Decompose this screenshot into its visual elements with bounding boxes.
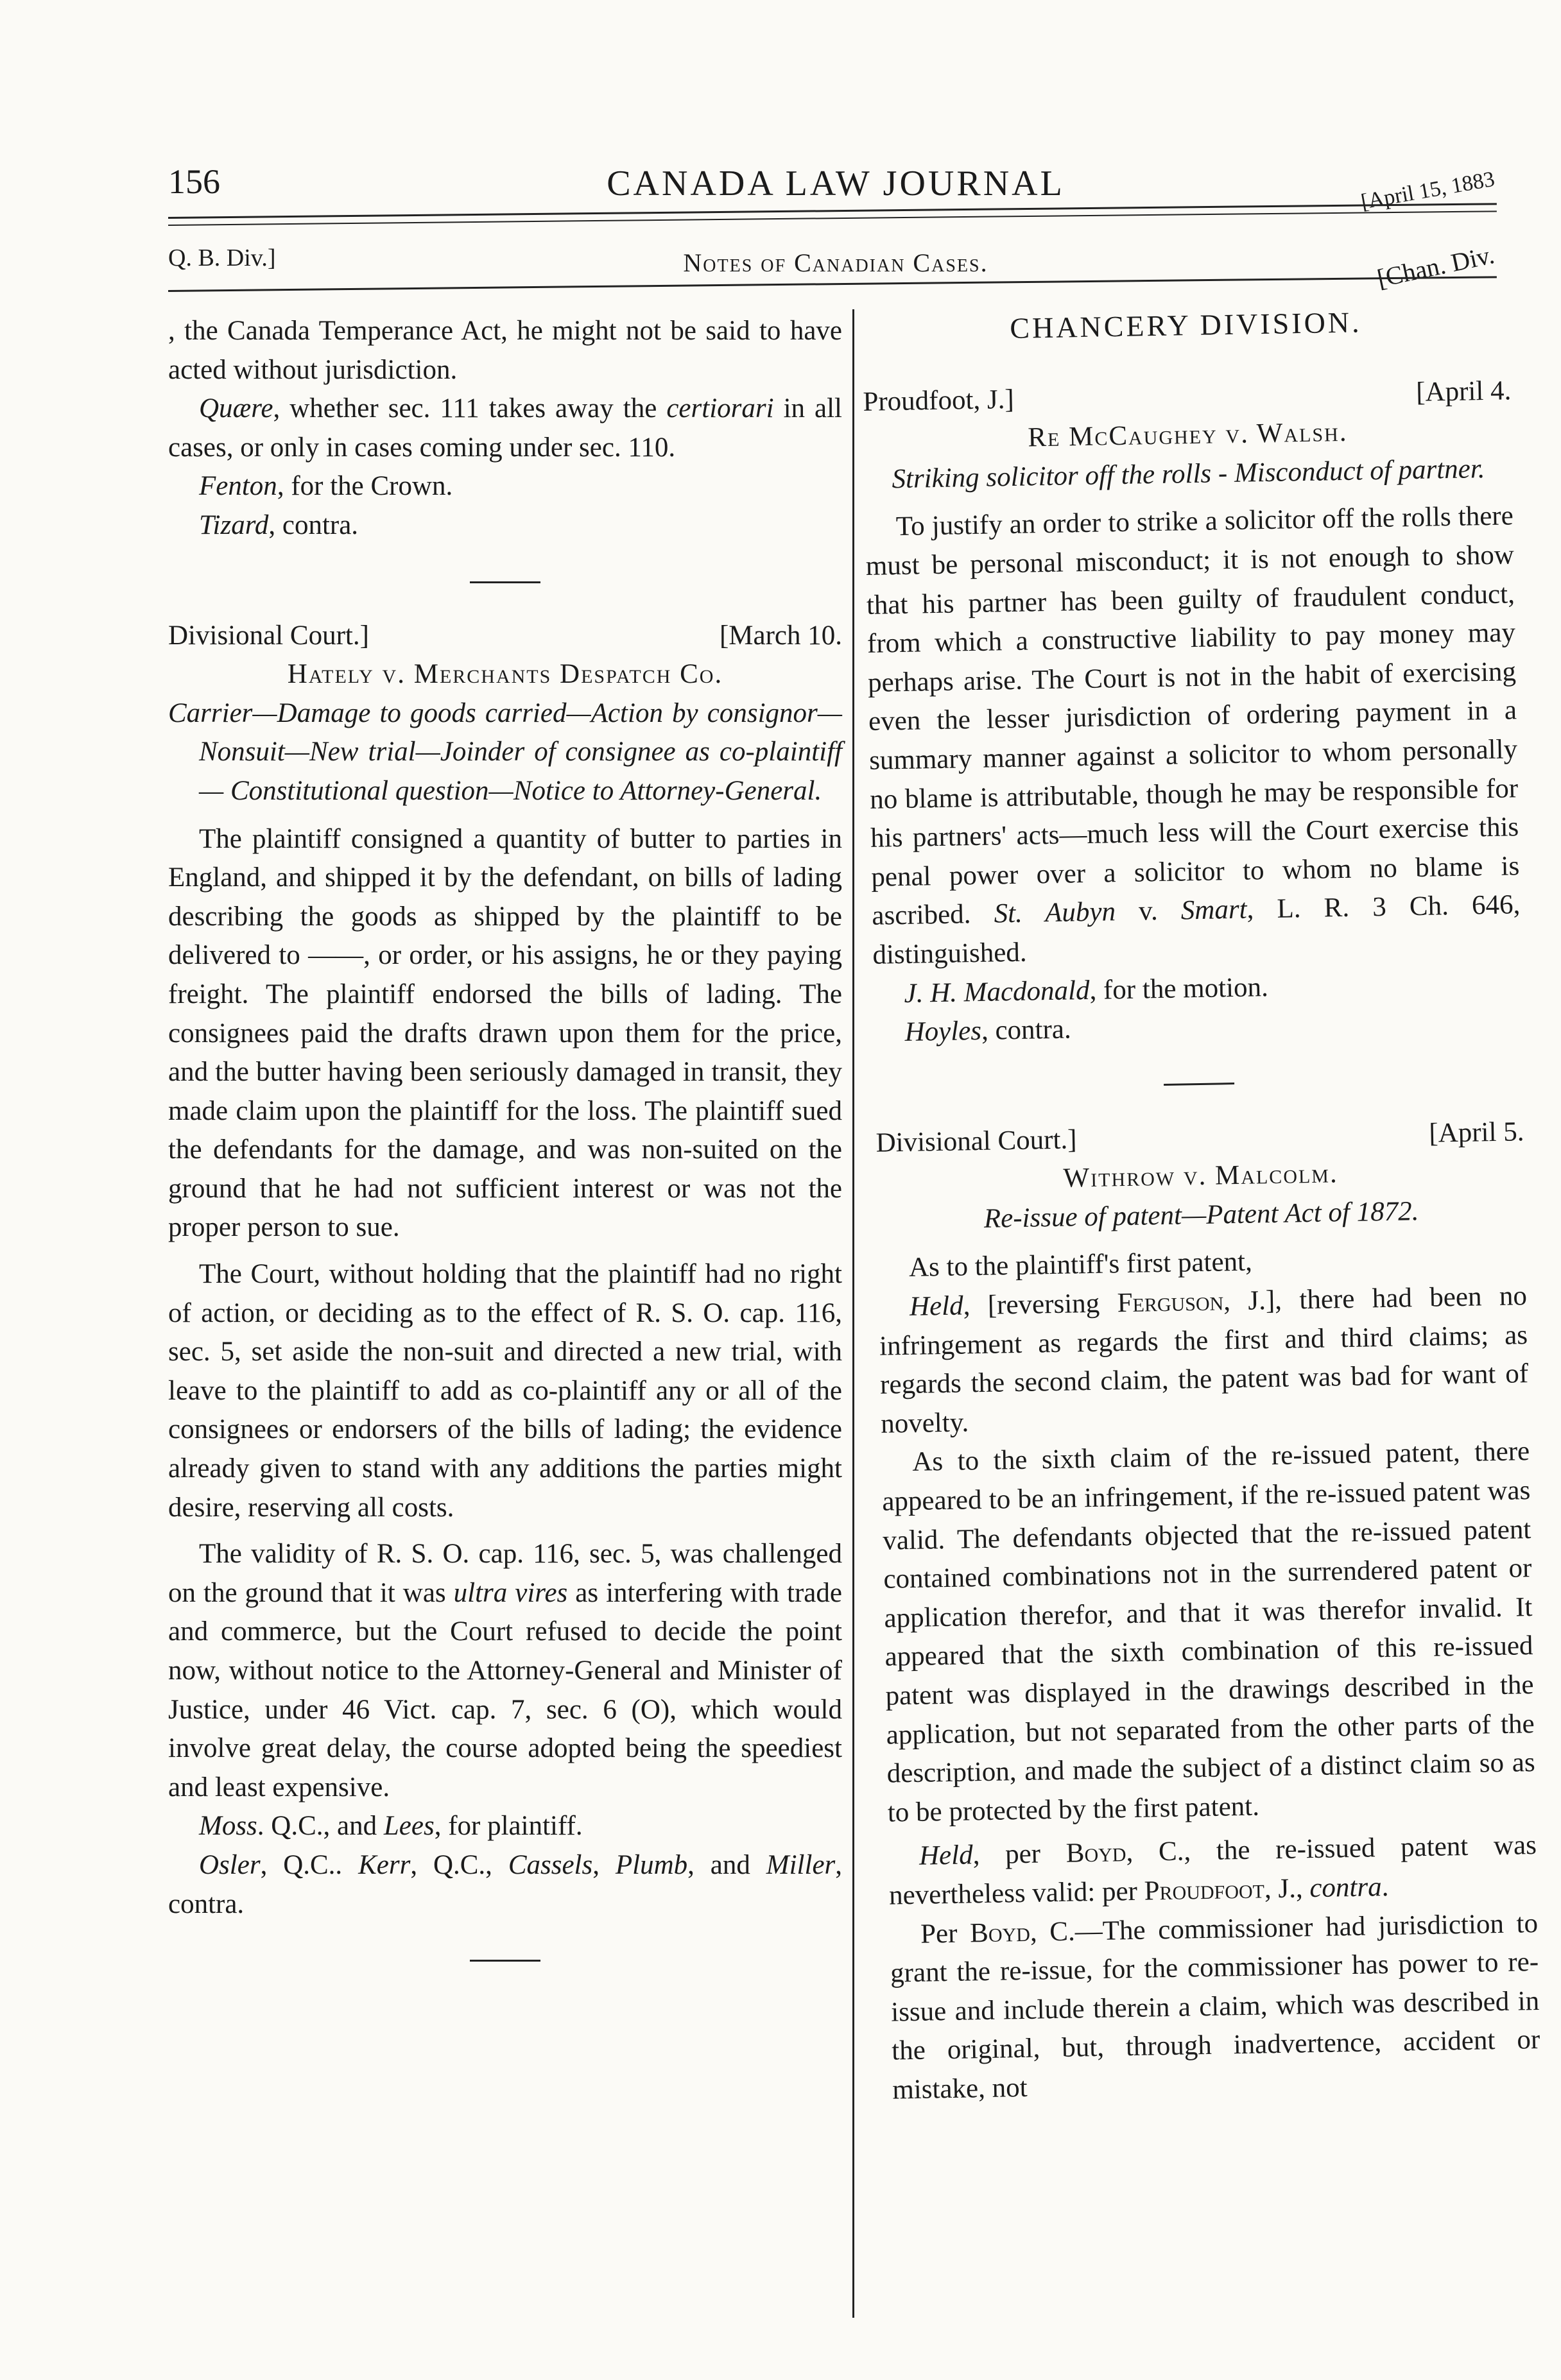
per-text: , C.—The commissioner had jurisdiction to grant the re-issue, for the commissioner has power to re-issue and include therein a claim, which was described in the original, but, through inadvertence, accident or mistake, not bbox=[890, 1908, 1540, 2105]
counsel-defendant bbox=[168, 1846, 842, 1924]
left-column bbox=[168, 312, 842, 1995]
per-text: Per bbox=[920, 1917, 970, 1949]
counsel-sep: , Q.C.. bbox=[260, 1849, 359, 1880]
counsel-name: Lees bbox=[383, 1811, 435, 1842]
held-text: , J., bbox=[1264, 1873, 1310, 1905]
counsel-name: Tizard bbox=[199, 509, 269, 540]
counsel-role: , for the motion. bbox=[1089, 972, 1269, 1006]
citation-text: , L. R. 3 Ch. 646, distinguished. bbox=[872, 889, 1521, 970]
versus: v. bbox=[1115, 895, 1182, 927]
section-right-label: [Chan. Div. bbox=[1374, 240, 1497, 293]
quaere-paragraph bbox=[168, 390, 842, 467]
first-patent-paragraph: As to the plaintiff's first patent, bbox=[908, 1247, 1253, 1283]
judge-ref: Proudfoot bbox=[1144, 1874, 1265, 1906]
per-boyd-paragraph bbox=[890, 1905, 1541, 2110]
judge-ref: Ferguson bbox=[1117, 1286, 1224, 1319]
ultra-vires-term: ultra vires bbox=[453, 1577, 568, 1608]
counsel-name: Kerr bbox=[358, 1849, 411, 1880]
journal-title: CANADA LAW JOURNAL bbox=[607, 164, 1065, 203]
case-separator bbox=[1164, 1083, 1234, 1086]
quaere-word: Quære bbox=[199, 393, 273, 424]
column-divider bbox=[852, 309, 854, 2318]
judge-ref: Boyd bbox=[969, 1917, 1031, 1948]
counsel-role: , contra. bbox=[168, 1849, 843, 1919]
counsel-contra bbox=[168, 506, 842, 545]
case-headnote: Carrier—Damage to goods carried—Action by consignor—Nonsuit—New trial—Joinder of consignee as co-plaintiff — Constitutional question—Notice to Attorney-General. bbox=[168, 698, 842, 806]
counsel-name: Plumb bbox=[615, 1849, 688, 1880]
case-headnote: Striking solicitor off the rolls - Misconduct of partner. bbox=[892, 453, 1485, 494]
judge-ref: Boyd bbox=[1065, 1837, 1126, 1869]
counsel-plaintiff bbox=[168, 1807, 842, 1846]
contra-word: contra bbox=[1309, 1872, 1383, 1904]
court-name: Divisional Court.] bbox=[168, 620, 369, 651]
validity-paragraph bbox=[168, 1535, 842, 1807]
case-separator bbox=[470, 581, 540, 583]
counsel-role: , contra. bbox=[268, 509, 359, 540]
page-number: 156 bbox=[168, 162, 220, 201]
counsel-name: Miller bbox=[766, 1849, 836, 1880]
counsel-role: , contra. bbox=[981, 1014, 1072, 1046]
held-text: , C., the re-issued patent was nevertheless valid: per bbox=[888, 1830, 1537, 1911]
held-text: , [reversing bbox=[963, 1288, 1118, 1321]
quaere-text-1: , whether sec. 111 takes away the bbox=[273, 393, 667, 424]
ruling-text: To justify an order to strike a solicitor off the rolls there must be personal misconduct; it is not enough to show that his partner has been guilty of fraudulent conduct, from which a constructive liability to pay money may perhaps arise. The Court is not in the habit of exercising even the lesser jurisdiction of ordering payment in a summary manner against a solicitor to whom personally no blame is attributable, though he may be responsible for his partners' acts—much less will the Court exercise this penal power over a solicitor to whom no blame is ascribed. bbox=[865, 501, 1520, 932]
continuation-paragraph: , the Canada Temperance Act, he might not be said to have acted without jurisdiction. bbox=[168, 316, 842, 385]
holding-paragraph: The Court, without holding that the plaintiff had no right of action, or deciding as to the effect of R. S. O. cap. 116, sec. 5, set aside the non-suit and directed a new trial, with leave to the plaintiff to add as co-plaintiff any or all of the consignees or endorsers of the bills of lading; the evidence already given to stand with any additions the parties might desire, reserving all costs. bbox=[168, 1259, 842, 1523]
counsel-crown bbox=[168, 467, 842, 506]
section-header bbox=[168, 239, 1503, 293]
certiorari-word: certiorari bbox=[666, 393, 774, 424]
right-column bbox=[861, 300, 1541, 2110]
issue-date: [April 15, 1883 bbox=[1359, 167, 1497, 214]
quaere-text-2: in all cases, or only in cases coming under sec. 110. bbox=[168, 393, 843, 463]
case-title: Re McCaughey v. Walsh. bbox=[1027, 417, 1348, 453]
counsel-sep: , Q.C., bbox=[410, 1849, 508, 1880]
held-paragraph bbox=[879, 1277, 1530, 1444]
sixth-claim-paragraph: As to the sixth claim of the re-issued patent, there appeared to be an infringement, if the re-issued patent was valid. The defendants objected that the re-issued patent contained combinations not in the surrendered patent or application therefor, and that it was therefor invalid. It appeared that the sixth combination of this re-issued patent was displayed in the drawings described in the application, but not separated from the other parts of the description, and made the subject of a distinct claim so as to be protected by the first patent. bbox=[881, 1436, 1536, 1828]
validity-text-2: as interfering with trade and commerce, but the Court refused to decide the point now, without notice to the Attorney-General and Minister of Justice, under 46 Vict. cap. 7, sec. 6 (O), which would involve great delay, the course adopted being the speediest and least expensive. bbox=[168, 1577, 842, 1802]
section-title: Notes of Canadian Cases. bbox=[683, 248, 988, 277]
case-headnote: Re-issue of patent—Patent Act of 1872. bbox=[983, 1195, 1419, 1234]
held-text: , J.], there had been no infringement as regards the first and third claims; as regards the second claim, the patent was bad for want of novelty. bbox=[879, 1281, 1529, 1439]
decision-date: [April 4. bbox=[1415, 375, 1512, 407]
division-title: CHANCERY DIVISION. bbox=[1009, 305, 1362, 345]
section-left-label: Q. B. Div.] bbox=[168, 244, 276, 271]
counsel-name: Osler bbox=[199, 1849, 261, 1880]
judge-name: Proudfoot, J.] bbox=[863, 384, 1015, 417]
decision-date: [March 10. bbox=[719, 620, 842, 651]
counsel-role: , for plaintiff. bbox=[434, 1811, 583, 1842]
case-title: Withrow v. Malcolm. bbox=[1063, 1158, 1339, 1194]
validity-text-1: The validity of R. S. O. cap. 116, sec. 5, was challenged on the ground that it was bbox=[168, 1539, 842, 1608]
court-name: Divisional Court.] bbox=[875, 1124, 1077, 1158]
counsel-name: J. H. Macdonald bbox=[904, 975, 1090, 1009]
court-line bbox=[168, 617, 842, 656]
cited-case-party: Smart bbox=[1180, 894, 1247, 926]
counsel-sep: , and bbox=[687, 1849, 766, 1880]
counsel-sep: , bbox=[592, 1849, 616, 1880]
held-text: , per bbox=[972, 1838, 1067, 1871]
counsel-name: Hoyles bbox=[904, 1016, 982, 1048]
ruling-paragraph bbox=[865, 497, 1521, 975]
counsel-sep: . Q.C., and bbox=[257, 1811, 384, 1842]
cited-case-party: St. Aubyn bbox=[994, 896, 1116, 929]
counsel-role: , for the Crown. bbox=[277, 471, 453, 502]
counsel-name: Fenton bbox=[199, 471, 277, 502]
decision-date: [April 5. bbox=[1428, 1116, 1524, 1149]
counsel-name: Cassels bbox=[508, 1849, 593, 1880]
end-separator bbox=[470, 1960, 540, 1962]
case-title: Hately v. Merchants Despatch Co. bbox=[287, 659, 723, 690]
counsel-name: Moss bbox=[199, 1811, 257, 1842]
held-word: Held bbox=[918, 1840, 974, 1872]
held-paragraph bbox=[888, 1826, 1538, 1915]
facts-paragraph: The plaintiff consigned a quantity of butter to parties in England, and shipped it by the defendant, on bills of lading describing the goods as shipped by the plaintiff to be delivered to ——, or order, or his assigns, he or they paying freight. The plaintiff endorsed the bills of lading. The consignees paid the drafts drawn upon them for the price, and the butter having been seriously damaged in transit, they made claim upon the plaintiff for the loss. The plaintiff sued the defendants for the damage, and was non-suited on the ground that he had not sufficient interest or was not the proper person to sue. bbox=[168, 823, 842, 1243]
held-word: Held bbox=[909, 1290, 964, 1322]
held-text: . bbox=[1381, 1872, 1389, 1903]
